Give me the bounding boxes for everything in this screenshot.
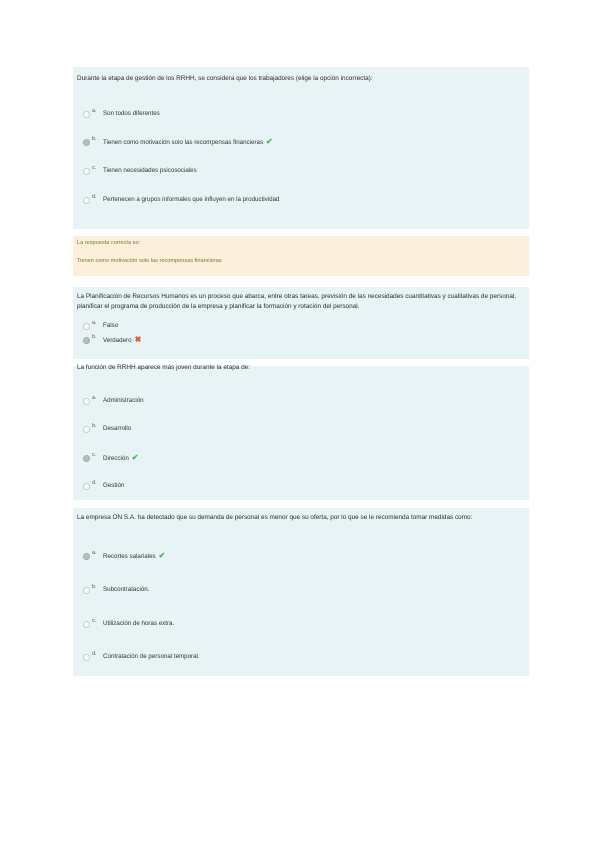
radio-button[interactable] bbox=[83, 621, 90, 628]
option-letter: c. bbox=[92, 165, 97, 171]
option-letter: a. bbox=[92, 550, 97, 556]
correct-answer-feedback bbox=[73, 236, 529, 276]
check-icon: ✔ bbox=[158, 551, 166, 560]
option-label: Administración bbox=[103, 397, 144, 404]
option-label: Desarrollo bbox=[103, 425, 132, 432]
option-letter: a. bbox=[92, 320, 97, 326]
question-4-text: La empresa ON S.A. ha detectado que su demanda de personal es menor que su oferta, por lo que se le recomienda tomar medidas como: bbox=[77, 514, 473, 521]
question-3 bbox=[73, 366, 529, 500]
option-letter: b. bbox=[92, 584, 97, 590]
option-letter: d. bbox=[92, 480, 97, 486]
radio-button[interactable] bbox=[83, 168, 90, 175]
option-letter: c. bbox=[92, 618, 97, 624]
question-1 bbox=[73, 67, 529, 229]
question-3-text: La función de RRHH aparece más joven durante la etapa de: bbox=[77, 364, 251, 371]
option-letter: b. bbox=[92, 423, 97, 429]
option-label: Tienen necesidades psicosociales bbox=[103, 167, 197, 174]
radio-button-selected[interactable] bbox=[83, 139, 90, 146]
option-letter: c. bbox=[92, 452, 97, 458]
check-icon: ✔ bbox=[266, 137, 273, 146]
option-label: Dirección bbox=[103, 455, 129, 462]
option-label: Recortes salariales bbox=[103, 553, 156, 560]
option-label: Contratación de personal temporal. bbox=[103, 653, 200, 660]
feedback-title: La respuesta correcta es: bbox=[77, 240, 141, 246]
option-label: Gestión bbox=[103, 482, 125, 489]
option-letter: b. bbox=[92, 334, 97, 340]
cross-icon: ✖ bbox=[134, 335, 142, 344]
option-letter: a. bbox=[92, 395, 97, 401]
radio-button[interactable] bbox=[83, 111, 90, 118]
option-letter: a. bbox=[92, 108, 97, 114]
option-label: Falso bbox=[103, 322, 119, 329]
radio-button[interactable] bbox=[83, 398, 90, 405]
question-4 bbox=[73, 508, 529, 676]
radio-button-selected[interactable] bbox=[83, 455, 90, 462]
radio-button-selected[interactable] bbox=[83, 337, 90, 344]
radio-button[interactable] bbox=[83, 323, 90, 330]
radio-button[interactable] bbox=[83, 483, 90, 490]
radio-button[interactable] bbox=[83, 654, 90, 661]
radio-button[interactable] bbox=[83, 426, 90, 433]
option-label: Subcontratación. bbox=[103, 586, 150, 593]
option-letter: d. bbox=[92, 651, 97, 657]
question-2 bbox=[73, 287, 529, 359]
question-2-text: La Planificación de Recursos Humanos es un proceso que abarca, entre otras tareas, previsión de las necesidades cuantitativas y cualitativas de personal, planificar el programa de producción de la empresa y planificar la formación y rotación del personal. bbox=[77, 293, 517, 310]
option-label: Pertenecen a grupos informales que influyen en la productividad bbox=[103, 196, 280, 203]
radio-button-selected[interactable] bbox=[83, 553, 90, 560]
option-label: Son todos diferentes bbox=[103, 110, 160, 117]
check-icon: ✔ bbox=[131, 453, 139, 462]
feedback-text: Tienen como motivación solo las recompensas financieras bbox=[77, 258, 222, 264]
option-label: Utilización de horas extra. bbox=[103, 620, 175, 627]
option-label: Verdadero bbox=[103, 337, 132, 344]
option-letter: b. bbox=[92, 136, 97, 142]
radio-button[interactable] bbox=[83, 197, 90, 204]
radio-button[interactable] bbox=[83, 587, 90, 594]
question-1-text: Durante la etapa de gestión de los RRHH, se considera que los trabajadores (elige la opción incorrecta): bbox=[77, 75, 373, 82]
option-letter: d. bbox=[92, 194, 97, 200]
option-label: Tienen como motivación solo las recompensas financieras bbox=[103, 139, 264, 146]
